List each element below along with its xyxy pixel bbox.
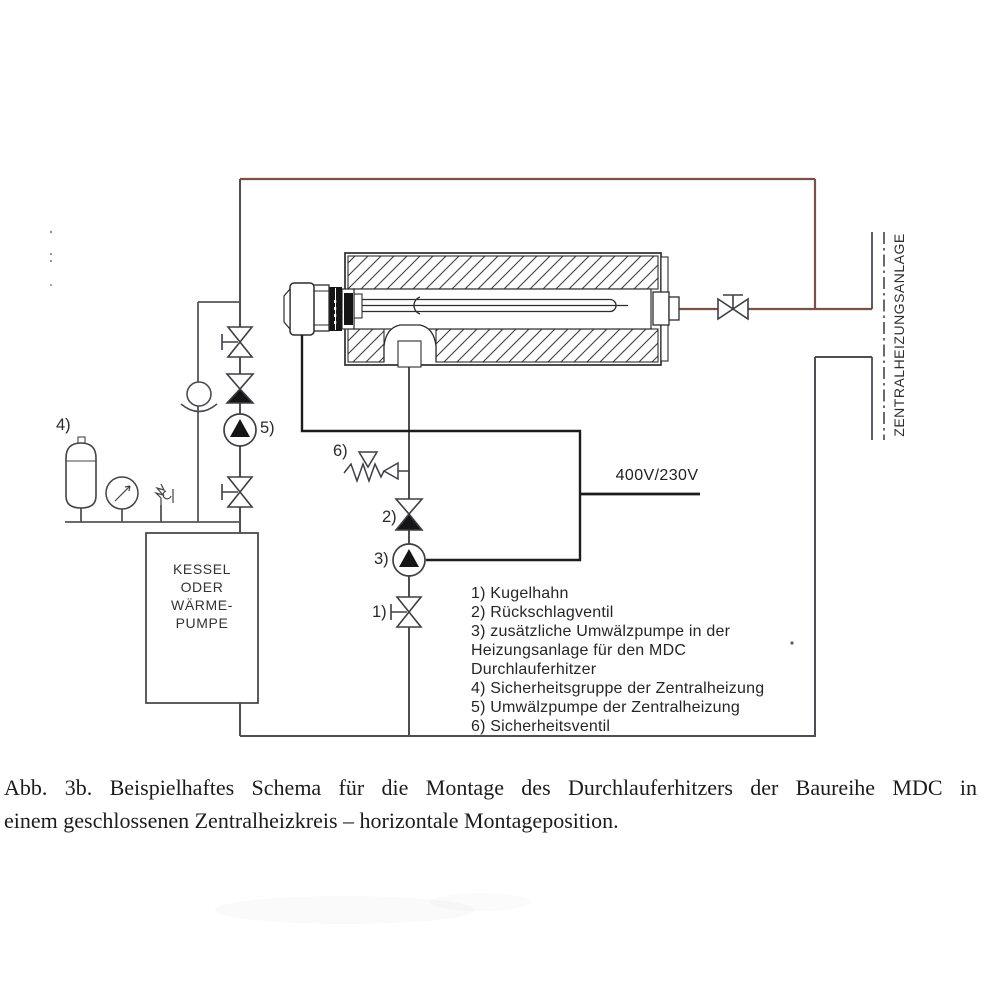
outlet-ball-valve (718, 295, 748, 319)
boiler-label-line: ODER (180, 579, 224, 595)
ball-valve-lower-left (222, 477, 252, 507)
safety-valve-6 (344, 452, 409, 481)
ball-valve-top-left (222, 327, 252, 357)
callout-1: 1) (372, 603, 387, 621)
pump-3 (393, 544, 425, 576)
legend-line: 6) Sicherheitsventil (471, 718, 611, 735)
heater-outlet-fitting (653, 292, 679, 325)
caption-line-1: Abb. 3b. Beispielhaftes Schema für die Montage des Durchlauferhitzers der Baureihe MDC in (4, 775, 977, 800)
safety-group (66, 437, 173, 509)
ball-valve-1 (391, 597, 421, 627)
water-heater (284, 253, 679, 367)
heater-bottom-port (384, 325, 436, 367)
boiler-label (146, 560, 258, 632)
caption-line-2: einem geschlossenen Zentralheizkreis – horizontale Montageposition. (4, 807, 619, 833)
boiler-label-line: PUMPE (175, 615, 229, 631)
check-valve-left (227, 374, 253, 403)
central-heating-label: ZENTRALHEIZUNGSANLAGE (891, 233, 907, 437)
central-heating-connection (872, 232, 884, 440)
pump-5 (224, 414, 256, 446)
power-wiring (302, 335, 700, 560)
callout-3: 3) (374, 550, 389, 568)
air-vent (156, 484, 173, 505)
heater-shell-bottom-left (348, 329, 384, 362)
legend-line: Heizungsanlage für den MDC (471, 642, 687, 659)
power-label: 400V/230V (615, 467, 699, 484)
boiler-label-line: KESSEL (172, 561, 232, 577)
expansion-vessel (66, 437, 96, 508)
heater-shell-top (348, 256, 658, 289)
callout-6: 6) (333, 442, 348, 460)
scan-smudge (430, 893, 530, 911)
legend-line: 5) Umwälzpumpe der Zentralheizung (471, 699, 740, 716)
callout-5: 5) (260, 419, 275, 437)
legend (471, 584, 801, 736)
callout-4: 4) (56, 416, 71, 434)
heater-electrical-head (284, 283, 354, 335)
heater-chamber (354, 289, 651, 329)
pressure-gauge (106, 477, 138, 509)
callout-2: 2) (382, 508, 397, 526)
legend-line: 4) Sicherheitsgruppe der Zentralheizung (471, 680, 765, 697)
figure-caption (4, 772, 977, 837)
heater-shell-bottom-right (436, 329, 658, 362)
legend-line: 2) Rückschlagventil (471, 604, 614, 621)
bypass-device (181, 382, 217, 412)
boiler-label-line: WÄRME- (171, 597, 233, 613)
legend-line: 3) zusätzliche Umwälzpumpe in der (471, 623, 731, 640)
check-valve-2 (396, 499, 422, 530)
legend-line: Durchlauferhitzer (471, 661, 597, 678)
legend-line: 1) Kugelhahn (471, 585, 569, 602)
